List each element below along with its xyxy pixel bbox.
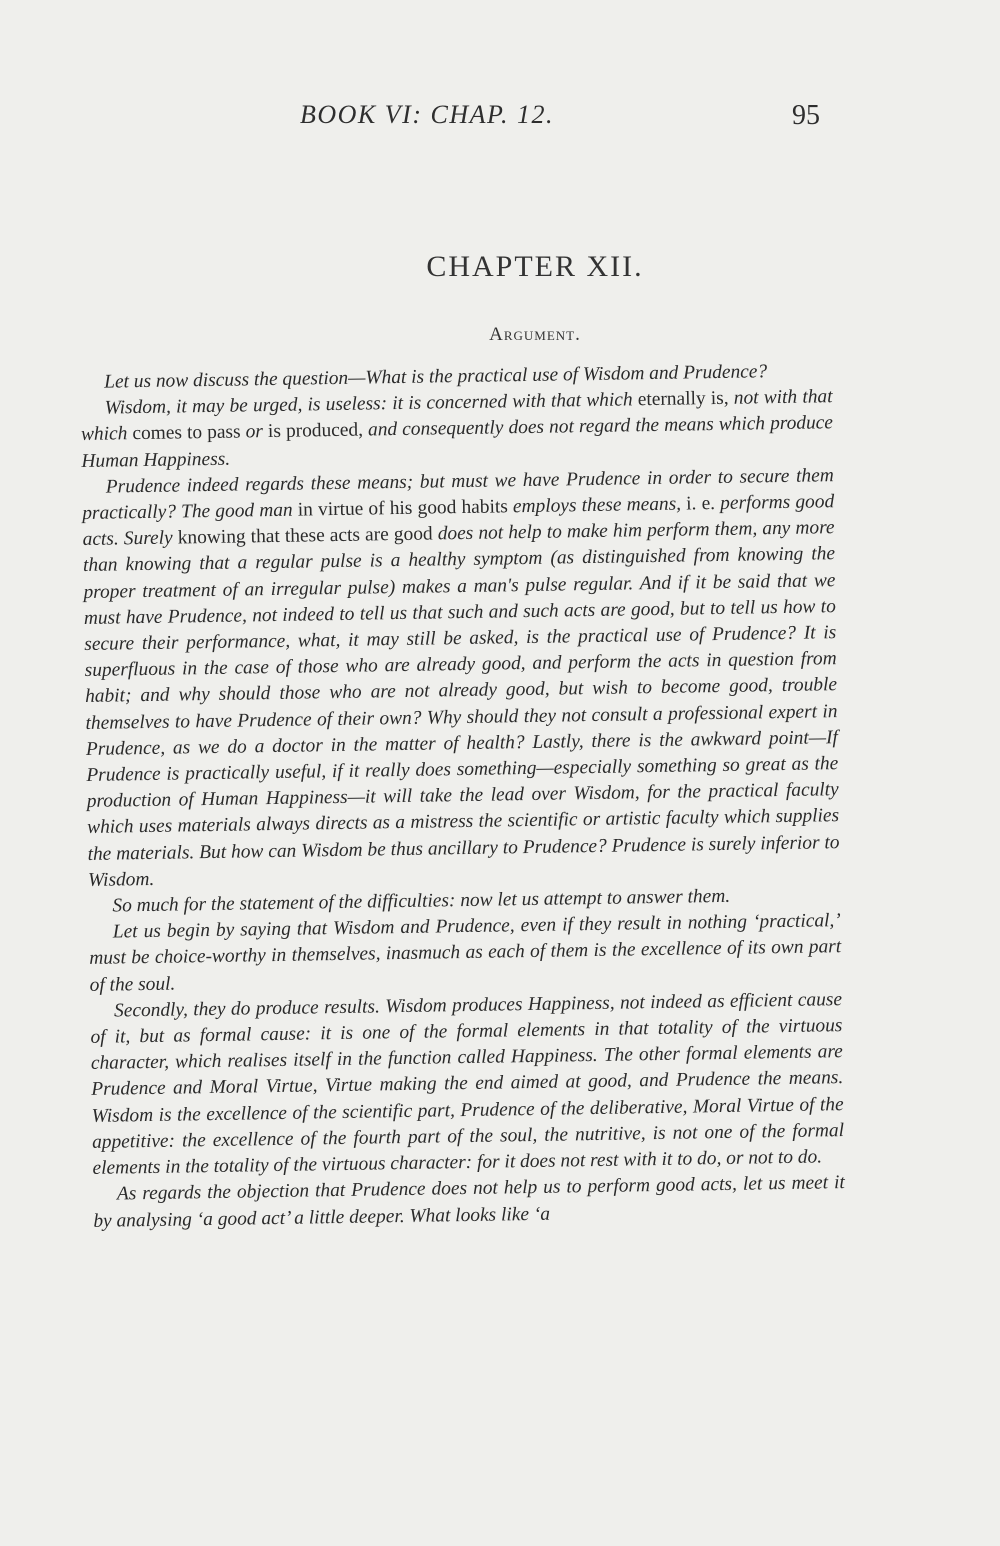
roman-text-segment: knowing that these acts are good xyxy=(177,523,438,549)
chapter-title xyxy=(0,250,1000,284)
italic-text-segment: Wisdom, it may be urged, is useless: it is concerned with that which xyxy=(104,389,638,419)
italic-text-segment: employs these means, xyxy=(512,493,687,518)
argument-heading xyxy=(0,324,1000,346)
italic-text-segment: Let us begin by saying that Wisdom and Prudence, even if they result in nothing ‘practical,’ must be choice-worthy in themselves, inasmuch as each of them is the excellence of its own part of the soul. xyxy=(89,910,842,996)
argument-body xyxy=(80,358,845,1234)
roman-text-segment: i. e. xyxy=(686,492,721,515)
italic-text-segment: So much for the statement of the difficulties: now let us attempt to answer them. xyxy=(112,885,731,917)
roman-text-segment: comes to pass xyxy=(132,421,246,445)
roman-text-segment: is produced, xyxy=(267,419,369,443)
paragraph xyxy=(89,908,842,998)
roman-text-segment: eternally is, xyxy=(637,387,734,411)
italic-text-segment: Let us now discuss the question—What is the practical use of Wisdom and Prudence? xyxy=(104,361,768,393)
page-number: 95 xyxy=(792,100,820,131)
italic-text-segment: performs good acts. Surely xyxy=(82,491,835,551)
italic-text-segment: or xyxy=(245,421,269,443)
chapter-title-text: CHAPTER XII. xyxy=(426,250,644,283)
paragraph xyxy=(80,384,833,474)
running-head: BOOK VI: CHAP. 12. xyxy=(300,100,555,129)
italic-text-segment: and consequently does not regard the means which produce Human Happiness. xyxy=(81,412,834,472)
italic-text-segment: Secondly, they do produce results. Wisdom produces Happiness, not indeed as efficient cause of it, but as formal cause: it is one of the formal elements in that totality of the virtuous character, which realises itself in the function called Happiness. The other formal elements are Prudence and Moral Virtue, Virtue making the end aimed at good, and Prudence the means. Wisdom is the excellence of the scientific part, Prudence of the deliberative, Moral Virtue of the appetitive: the excellence of the fourth part of the soul, the nutritive, is not one of the formal elements in the totality of the virtuous character: for it does not rest with it to do, or not to do. xyxy=(90,988,845,1179)
italic-text-segment: As regards the objection that Prudence does not help us to perform good acts, let us meet it by analysing ‘a good act’ a little deeper. What looks like ‘a xyxy=(93,1172,846,1232)
paragraph xyxy=(90,987,845,1182)
italic-text-segment: does not help to make him perform them, any more than knowing that a regular pulse is a healthy symptom (as distinguished from knowing the proper treatment of an irregular pulse) makes a man's pulse regular. And if it be said that we must have Prudence, not indeed to tell us that such and such acts are good, but to tell us how to secure their performance, what, it may still be asked, is the practical use of Prudence? It is superfluous in the case of those who are already good, and perform the acts in question from habit; and why should those who are not already good, but wish to become good, trouble themselves to have Prudence of their own? Why should they not consult a professional expert in Prudence, as we do a doctor in the matter of health? Lastly, there is the awkward point—If Prudence is practically useful, if it really does something—especially something so great as the production of Human Happiness—it will take the lead over Wisdom, for the practical faculty which uses materials always directs as a mistress the scientific or artistic faculty which supplies the materials. But how can Wisdom be thus ancillary to Prudence? Prudence is surely inferior to Wisdom. xyxy=(82,517,840,891)
paragraph xyxy=(93,1170,846,1234)
paragraph xyxy=(82,463,840,894)
italic-text-segment: not with that which xyxy=(80,386,833,446)
argument-heading-text: Argument. xyxy=(489,324,581,345)
roman-text-segment: in virtue of his good habits xyxy=(297,496,514,521)
italic-text-segment: Prudence indeed regards these means; but must we have Prudence in order to secure them practically? The good man xyxy=(82,464,834,524)
